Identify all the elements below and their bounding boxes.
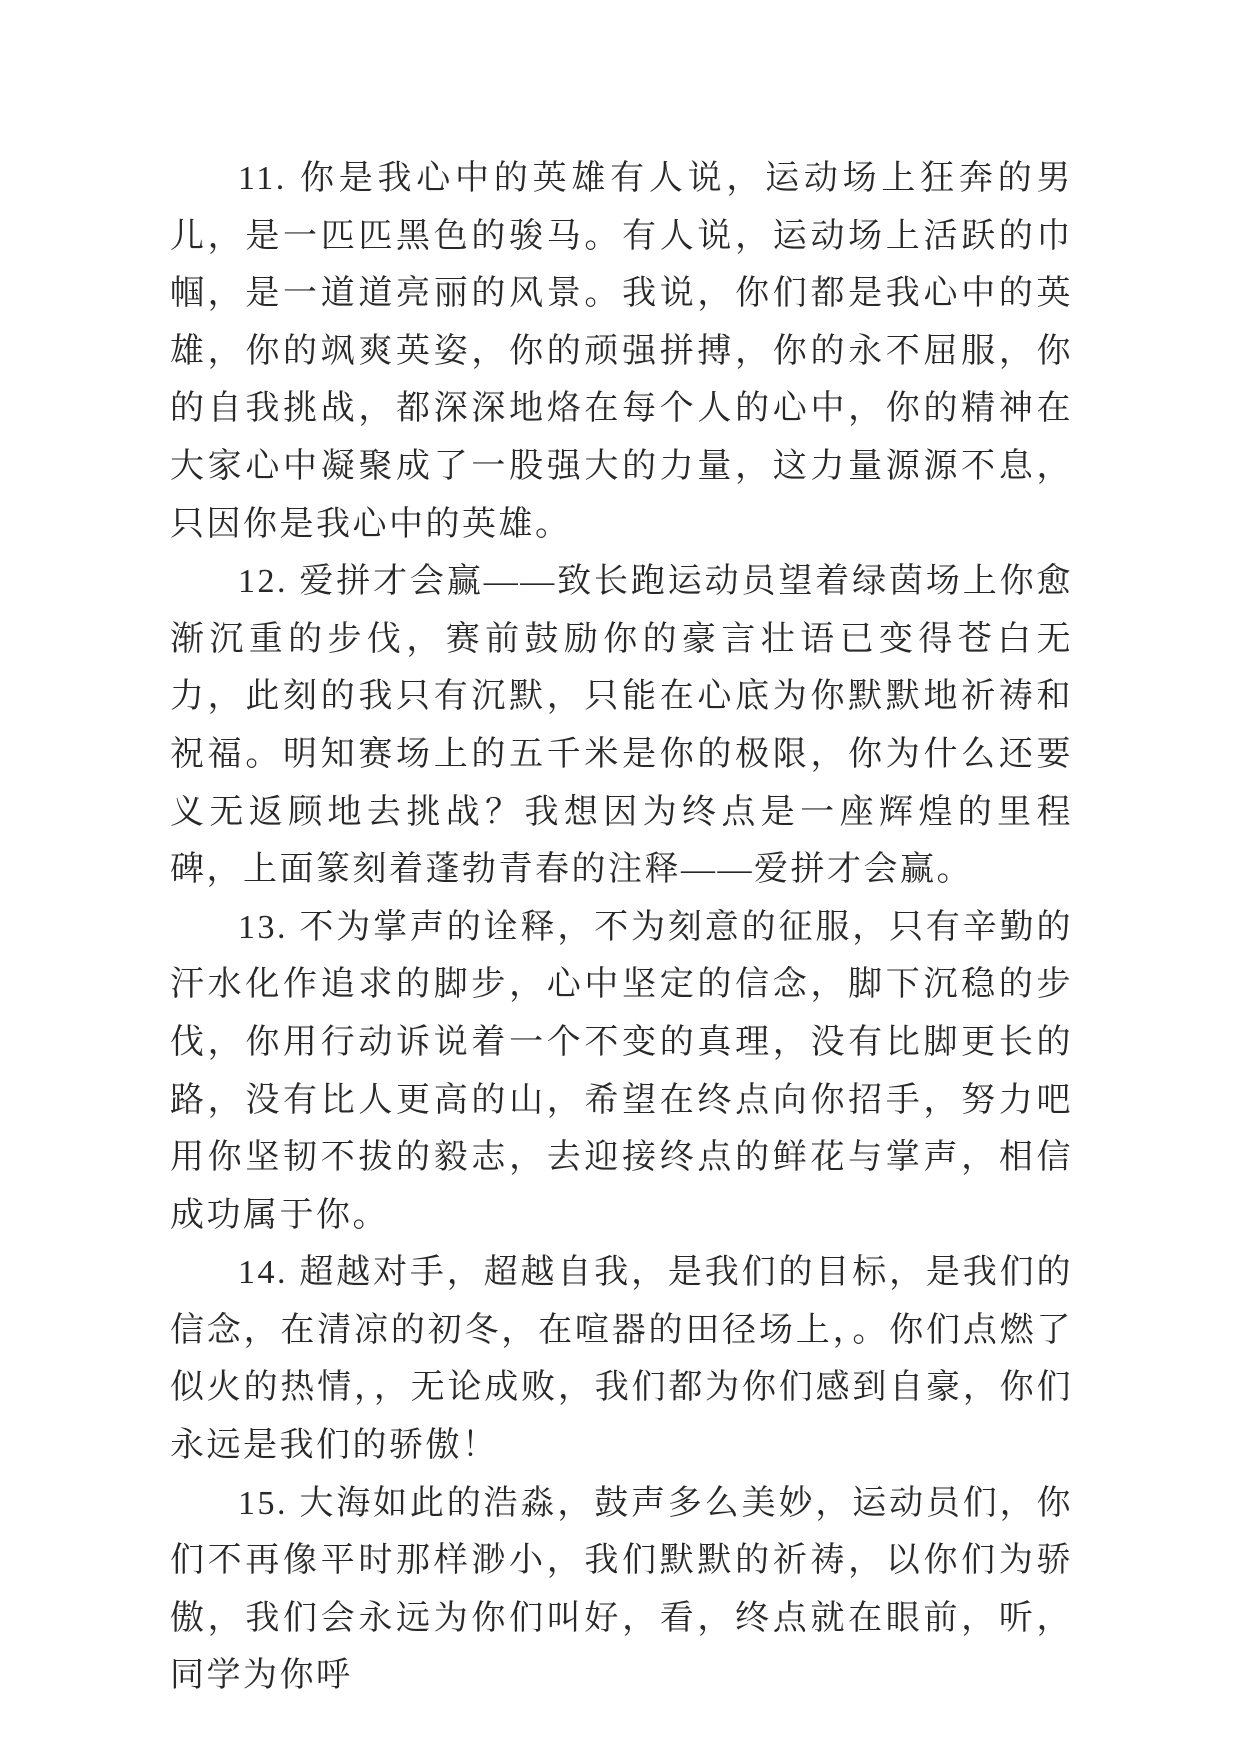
paragraph-14: 14. 超越对手，超越自我，是我们的目标，是我们的信念，在清凉的初冬，在喧器的田径场上，。你们点燃了似火的热情，，无论成败，我们都为你们感到自豪，你们永远是我们的骄傲！ [170, 1254, 1073, 1465]
paragraph-15: 15. 大海如此的浩淼，鼓声多么美妙，运动员们，你们不再像平时那样渺小，我们默默的祈祷，以你们为骄傲，我们会永远为你们叫好，看，终点就在眼前，听，同学为你呼 [170, 1484, 1073, 1695]
paragraph-11: 11. 你是我心中的英雄有人说，运动场上狂奔的男儿，是一匹匹黑色的骏马。有人说，运动场上活跃的巾帼，是一道道亮丽的风景。我说，你们都是我心中的英雄，你的飒爽英姿，你的顽强拼搏，你的永不屈服，你的自我挑战，都深深地烙在每个人的心中，你的精神在大家心中凝聚成了一股强大的力量，这力量源源不息，只因你是我心中的英雄。 [170, 160, 1073, 543]
paragraph-13: 13. 不为掌声的诠释，不为刻意的征服，只有辛勤的汗水化作追求的脚步，心中坚定的信念，脚下沉稳的步伐，你用行动诉说着一个不变的真理，没有比脚更长的路，没有比人更高的山，希望在终点向你招手，努力吧用你坚韧不拔的毅志，去迎接终点的鲜花与掌声，相信成功属于你。 [170, 908, 1073, 1234]
paragraph-12: 12. 爱拼才会赢——致长跑运动员望着绿茵场上你愈渐沉重的步伐，赛前鼓励你的豪言壮语已变得苍白无力，此刻的我只有沉默，只能在心底为你默默地祈祷和祝福。明知赛场上的五千米是你的极限，你为什么还要义无返顾地去挑战？我想因为终点是一座辉煌的里程碑，上面篆刻着蓬勃青春的注释——爱拼才会赢。 [170, 563, 1073, 889]
